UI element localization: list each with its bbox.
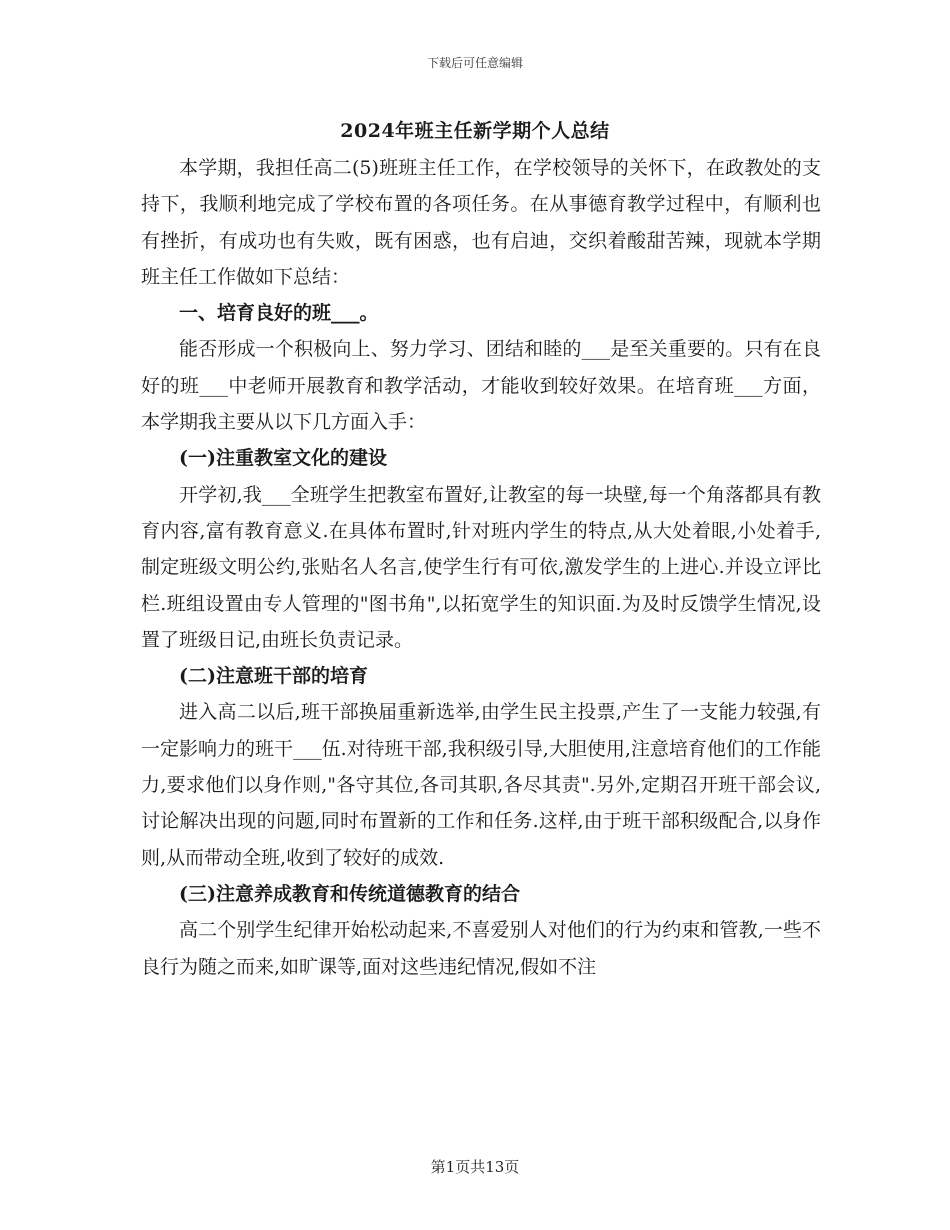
subsection-3-heading: (三)注意养成教育和传统道德教育的结合: [179, 882, 520, 905]
header-note: 下载后可任意编辑: [426, 56, 523, 70]
section-1-paragraph: 能否形成一个积极向上、努力学习、团结和睦的___是至关重要的。只有在良好的班___中老师开展教育和教学活动，才能收到较好效果。在培育班___方面，本学期我主要从以下几方面入手：: [141, 338, 821, 434]
subsection-2-paragraph: 进入高二以后,班干部换届重新选举,由学生民主投票,产生了一支能力较强,有一定影响力的班干___伍.对待班干部,我积级引导,大胆使用,注意培育他们的工作能力,要求他们以身作则,"各守其位,各司其职,各尽其责".另外,定期召开班干部会议,讨论解决出现的问题,同时布置新的工作和任务.这样,由于班干部积级配合,以身作则,从而带动全班,收到了较好的成效.: [141, 701, 821, 869]
subsection-1-paragraph: 开学初,我___全班学生把教室布置好,让教室的每一块壁,每一个角落都具有教育内容,富有教育意义.在具体布置时,针对班内学生的特点,从大处着眼,小处着手,制定班级文明公约,张贴名人名言,使学生行有可依,激发学生的上进心.并设立评比栏.班组设置由专人管理的"图书角",以拓宽学生的知识面.为及时反馈学生情况,设置了班级日记,由班长负责记录。: [141, 483, 821, 651]
section-1-heading: 一、培育良好的班___。: [179, 302, 379, 325]
subsection-2-heading: (二)注意班干部的培育: [179, 665, 368, 688]
page-number-footer: 第1页共13页: [430, 1158, 520, 1176]
intro-paragraph: 本学期，我担任高二(5)班班主任工作，在学校领导的关怀下，在政教处的支持下，我顺利地完成了学校布置的各项任务。在从事德育教学过程中，有顺利也有挫折，有成功也有失败，既有困惑，也有启迪，交织着酸甜苦辣，现就本学期班主任工作做如下总结：: [141, 157, 821, 288]
document-title: 2024年班主任新学期个人总结: [340, 120, 610, 142]
subsection-3-paragraph: 高二个别学生纪律开始松动起来,不喜爱别人对他们的行为约束和管教,一些不良行为随之而来,如旷课等,面对这些违纪情况,假如不注: [141, 919, 821, 978]
document-body: [141, 150, 821, 985]
subsection-1-heading: (一)注重教室文化的建设: [179, 447, 387, 470]
